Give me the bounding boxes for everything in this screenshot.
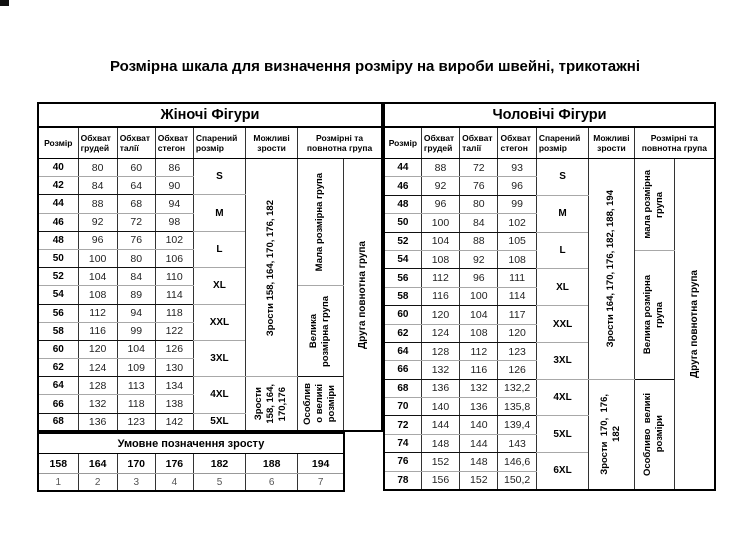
measurement-cell: 120 xyxy=(421,306,459,324)
vertical-label: Велика розмірна xyxy=(641,275,653,355)
size-group-cell xyxy=(634,379,674,489)
measurement-cell: 134 xyxy=(155,377,193,395)
measurement-cell: 93 xyxy=(498,159,536,177)
col-header-group: Розмірні та повнотна група xyxy=(298,127,382,159)
legend-code-cell: 6 xyxy=(246,474,298,492)
measurement-cell: 140 xyxy=(460,416,498,434)
paired-size-cell: XXL xyxy=(536,306,588,343)
measurement-cell: 102 xyxy=(155,231,193,249)
col-header-hips: Обхват стегон xyxy=(155,127,193,159)
size-group-cell xyxy=(298,377,344,432)
measurement-cell: 96 xyxy=(421,195,459,213)
size-cell: 50 xyxy=(384,214,421,232)
vertical-label: о великі xyxy=(314,384,326,424)
measurement-cell: 108 xyxy=(78,286,117,304)
measurement-cell: 148 xyxy=(460,453,498,471)
measurement-cell: 138 xyxy=(155,395,193,413)
col-header-size: Розмір xyxy=(38,127,78,159)
col-header-group: Розмірні та повнотна група xyxy=(634,127,715,159)
measurement-cell: 94 xyxy=(155,195,193,213)
col-header-hips: Обхват стегон xyxy=(498,127,536,159)
measurement-cell: 84 xyxy=(78,177,117,195)
paired-size-cell: 4XL xyxy=(193,377,245,413)
measurement-cell: 102 xyxy=(498,214,536,232)
size-cell: 48 xyxy=(38,231,78,249)
measurement-cell: 156 xyxy=(421,471,459,489)
legend-height-cell: 158 xyxy=(38,454,78,474)
col-header-waist: Обхват талії xyxy=(460,127,498,159)
table-title-row xyxy=(384,103,715,127)
measurement-cell: 112 xyxy=(421,269,459,287)
vertical-label: Зрости 164, 170, 176, 182, 188, 194 xyxy=(605,190,616,348)
measurement-cell: 80 xyxy=(78,159,117,177)
measurement-cell: 113 xyxy=(117,377,155,395)
measurement-cell: 104 xyxy=(460,306,498,324)
size-cell: 58 xyxy=(384,287,421,305)
possible-heights-cell xyxy=(246,159,298,377)
col-header-heights: Можливі зрости xyxy=(589,127,634,159)
size-group-cell xyxy=(634,159,674,251)
measurement-cell: 123 xyxy=(498,342,536,360)
vertical-label: Друга повнотна група xyxy=(356,240,368,349)
measurement-cell: 64 xyxy=(117,177,155,195)
measurement-cell: 144 xyxy=(421,416,459,434)
size-cell: 58 xyxy=(38,322,78,340)
vertical-label: розмірна група xyxy=(320,295,332,367)
size-cell: 56 xyxy=(384,269,421,287)
measurement-cell: 80 xyxy=(460,195,498,213)
size-cell: 54 xyxy=(38,286,78,304)
measurement-cell: 72 xyxy=(460,159,498,177)
measurement-cell: 89 xyxy=(117,286,155,304)
measurement-cell: 99 xyxy=(117,322,155,340)
col-header-waist: Обхват талії xyxy=(117,127,155,159)
measurement-cell: 117 xyxy=(498,306,536,324)
measurement-cell: 150,2 xyxy=(498,471,536,489)
measurement-cell: 122 xyxy=(155,322,193,340)
col-header-chest: Обхват грудей xyxy=(421,127,459,159)
measurement-cell: 120 xyxy=(78,340,117,358)
size-cell: 72 xyxy=(384,416,421,434)
legend-code-cell: 4 xyxy=(155,474,193,492)
legend-heights-row xyxy=(38,454,344,474)
measurement-cell: 98 xyxy=(155,213,193,231)
measurement-cell: 126 xyxy=(498,361,536,379)
measurement-cell: 118 xyxy=(117,395,155,413)
measurement-cell: 92 xyxy=(421,177,459,195)
measurement-cell: 128 xyxy=(78,377,117,395)
scan-artifact xyxy=(0,0,9,6)
paired-size-cell: 4XL xyxy=(536,379,588,416)
measurement-cell: 100 xyxy=(460,287,498,305)
legend-codes-row xyxy=(38,474,344,492)
fullness-group-cell xyxy=(675,159,716,490)
women-figures-table xyxy=(37,102,383,432)
paired-size-cell: 5XL xyxy=(193,413,245,431)
measurement-cell: 92 xyxy=(460,250,498,268)
col-header-paired-size: Спарений розмір xyxy=(193,127,245,159)
measurement-cell: 116 xyxy=(421,287,459,305)
men-figures-table xyxy=(383,102,716,491)
measurement-cell: 118 xyxy=(155,304,193,322)
size-cell: 56 xyxy=(38,304,78,322)
size-cell: 46 xyxy=(384,177,421,195)
vertical-label: 158, 164, xyxy=(265,383,277,424)
measurement-cell: 72 xyxy=(117,213,155,231)
col-header-chest: Обхват грудей xyxy=(78,127,117,159)
measurement-cell: 104 xyxy=(78,268,117,286)
legend-height-cell: 176 xyxy=(155,454,193,474)
measurement-cell: 68 xyxy=(117,195,155,213)
measurement-cell: 88 xyxy=(421,159,459,177)
measurement-cell: 84 xyxy=(460,214,498,232)
col-header-heights: Можливі зрости xyxy=(246,127,298,159)
measurement-cell: 128 xyxy=(421,342,459,360)
size-cell: 62 xyxy=(384,324,421,342)
measurement-cell: 130 xyxy=(155,359,193,377)
measurement-cell: 136 xyxy=(460,398,498,416)
measurement-cell: 152 xyxy=(460,471,498,489)
fullness-group-cell xyxy=(344,159,382,432)
table-row xyxy=(384,379,715,397)
measurement-cell: 104 xyxy=(421,232,459,250)
measurement-cell: 88 xyxy=(78,195,117,213)
vertical-label: Зрости xyxy=(253,387,265,421)
size-group-cell xyxy=(634,250,674,379)
possible-heights-cell xyxy=(246,377,298,432)
measurement-cell: 148 xyxy=(421,434,459,452)
measurement-cell: 111 xyxy=(498,269,536,287)
men-table-title: Чоловічі Фігури xyxy=(384,103,715,127)
measurement-cell: 132 xyxy=(421,361,459,379)
measurement-cell: 96 xyxy=(498,177,536,195)
size-cell: 76 xyxy=(384,453,421,471)
legend-height-cell: 194 xyxy=(298,454,344,474)
vertical-label: група xyxy=(653,191,665,218)
legend-code-cell: 1 xyxy=(38,474,78,492)
measurement-cell: 96 xyxy=(78,231,117,249)
size-cell: 66 xyxy=(384,361,421,379)
size-group-cell xyxy=(298,286,344,377)
size-cell: 70 xyxy=(384,398,421,416)
measurement-cell: 99 xyxy=(498,195,536,213)
measurement-cell: 109 xyxy=(117,359,155,377)
legend-title: Умовне позначення зросту xyxy=(38,433,344,454)
measurement-cell: 110 xyxy=(155,268,193,286)
measurement-cell: 116 xyxy=(78,322,117,340)
measurement-cell: 108 xyxy=(421,250,459,268)
size-cell: 44 xyxy=(384,159,421,177)
size-cell: 60 xyxy=(384,306,421,324)
measurement-cell: 94 xyxy=(117,304,155,322)
paired-size-cell: M xyxy=(193,195,245,231)
measurement-cell: 120 xyxy=(498,324,536,342)
size-cell: 74 xyxy=(384,434,421,452)
measurement-cell: 132,2 xyxy=(498,379,536,397)
legend-height-cell: 182 xyxy=(193,454,245,474)
measurement-cell: 80 xyxy=(117,249,155,267)
women-table-body xyxy=(38,159,382,432)
paired-size-cell: XL xyxy=(536,269,588,306)
legend-code-cell: 7 xyxy=(298,474,344,492)
measurement-cell: 136 xyxy=(421,379,459,397)
size-group-cell xyxy=(298,159,344,286)
measurement-cell: 140 xyxy=(421,398,459,416)
size-cell: 48 xyxy=(384,195,421,213)
measurement-cell: 132 xyxy=(78,395,117,413)
vertical-label: розміри xyxy=(653,415,665,453)
women-table-title: Жіночі Фігури xyxy=(38,103,382,127)
paired-size-cell: L xyxy=(536,232,588,269)
possible-heights-cell xyxy=(589,159,634,380)
possible-heights-cell xyxy=(589,379,634,489)
measurement-cell: 144 xyxy=(460,434,498,452)
vertical-label: Друга повнотна група xyxy=(688,269,700,378)
size-cell: 42 xyxy=(38,177,78,195)
measurement-cell: 104 xyxy=(117,340,155,358)
vertical-label: Мала розмірна група xyxy=(314,173,326,272)
measurement-cell: 112 xyxy=(78,304,117,322)
measurement-cell: 112 xyxy=(460,342,498,360)
measurement-cell: 114 xyxy=(498,287,536,305)
size-cell: 44 xyxy=(38,195,78,213)
height-legend-table xyxy=(37,432,345,492)
paired-size-cell: L xyxy=(193,231,245,267)
measurement-cell: 76 xyxy=(460,177,498,195)
vertical-label: група xyxy=(653,301,665,328)
size-cell: 78 xyxy=(384,471,421,489)
measurement-cell: 132 xyxy=(460,379,498,397)
vertical-label: Велика xyxy=(308,314,320,349)
table-row xyxy=(384,159,715,177)
column-header-row xyxy=(38,127,382,159)
measurement-cell: 84 xyxy=(117,268,155,286)
measurement-cell: 142 xyxy=(155,413,193,431)
paired-size-cell: XXL xyxy=(193,304,245,340)
size-cell: 46 xyxy=(38,213,78,231)
measurement-cell: 146,6 xyxy=(498,453,536,471)
legend-code-cell: 3 xyxy=(117,474,155,492)
column-header-row xyxy=(384,127,715,159)
measurement-cell: 100 xyxy=(421,214,459,232)
measurement-cell: 105 xyxy=(498,232,536,250)
measurement-cell: 114 xyxy=(155,286,193,304)
measurement-cell: 90 xyxy=(155,177,193,195)
measurement-cell: 86 xyxy=(155,159,193,177)
vertical-label: розміри xyxy=(326,385,338,423)
measurement-cell: 143 xyxy=(498,434,536,452)
measurement-cell: 108 xyxy=(498,250,536,268)
size-cell: 52 xyxy=(38,268,78,286)
col-header-paired-size: Спарений розмір xyxy=(536,127,588,159)
paired-size-cell: 6XL xyxy=(536,453,588,490)
measurement-cell: 124 xyxy=(421,324,459,342)
measurement-cell: 100 xyxy=(78,249,117,267)
paired-size-cell: 3XL xyxy=(536,342,588,379)
size-cell: 40 xyxy=(38,159,78,177)
vertical-label: мала розмірна xyxy=(641,170,653,239)
table-row xyxy=(38,377,382,395)
vertical-label: Особлив xyxy=(302,382,314,425)
paired-size-cell: 3XL xyxy=(193,340,245,376)
measurement-cell: 139,4 xyxy=(498,416,536,434)
measurement-cell: 92 xyxy=(78,213,117,231)
paired-size-cell: 5XL xyxy=(536,416,588,453)
size-cell: 52 xyxy=(384,232,421,250)
measurement-cell: 88 xyxy=(460,232,498,250)
legend-code-cell: 5 xyxy=(193,474,245,492)
measurement-cell: 106 xyxy=(155,249,193,267)
measurement-cell: 60 xyxy=(117,159,155,177)
size-cell: 50 xyxy=(38,249,78,267)
measurement-cell: 108 xyxy=(460,324,498,342)
vertical-label: Зрости 170, 176, xyxy=(599,393,611,475)
men-table-body xyxy=(384,159,715,490)
table-title-row xyxy=(38,103,382,127)
table-row xyxy=(38,159,382,177)
size-cell: 68 xyxy=(38,413,78,431)
vertical-label: Особливо великі xyxy=(641,392,653,476)
legend-height-cell: 188 xyxy=(246,454,298,474)
paired-size-cell: M xyxy=(536,195,588,232)
measurement-cell: 123 xyxy=(117,413,155,431)
legend-height-cell: 170 xyxy=(117,454,155,474)
measurement-cell: 136 xyxy=(78,413,117,431)
size-cell: 60 xyxy=(38,340,78,358)
size-cell: 68 xyxy=(384,379,421,397)
measurement-cell: 116 xyxy=(460,361,498,379)
measurement-cell: 124 xyxy=(78,359,117,377)
legend-title-row xyxy=(38,433,344,454)
col-header-size: Розмір xyxy=(384,127,421,159)
paired-size-cell: S xyxy=(536,159,588,196)
size-cell: 64 xyxy=(38,377,78,395)
vertical-label: Зрости 158, 164, 170, 176, 182 xyxy=(265,199,277,336)
page-title: Розмірна шкала для визначення розміру на вироби швейні, трикотажні xyxy=(109,58,641,75)
legend-height-cell: 164 xyxy=(78,454,117,474)
size-cell: 66 xyxy=(38,395,78,413)
legend-code-cell: 2 xyxy=(78,474,117,492)
size-cell: 64 xyxy=(384,342,421,360)
paired-size-cell: XL xyxy=(193,268,245,304)
size-cell: 62 xyxy=(38,359,78,377)
measurement-cell: 135,8 xyxy=(498,398,536,416)
vertical-label: 182 xyxy=(610,426,622,443)
measurement-cell: 76 xyxy=(117,231,155,249)
measurement-cell: 152 xyxy=(421,453,459,471)
measurement-cell: 126 xyxy=(155,340,193,358)
measurement-cell: 96 xyxy=(460,269,498,287)
size-cell: 54 xyxy=(384,250,421,268)
paired-size-cell: S xyxy=(193,159,245,195)
vertical-label: 170,176 xyxy=(277,386,289,421)
